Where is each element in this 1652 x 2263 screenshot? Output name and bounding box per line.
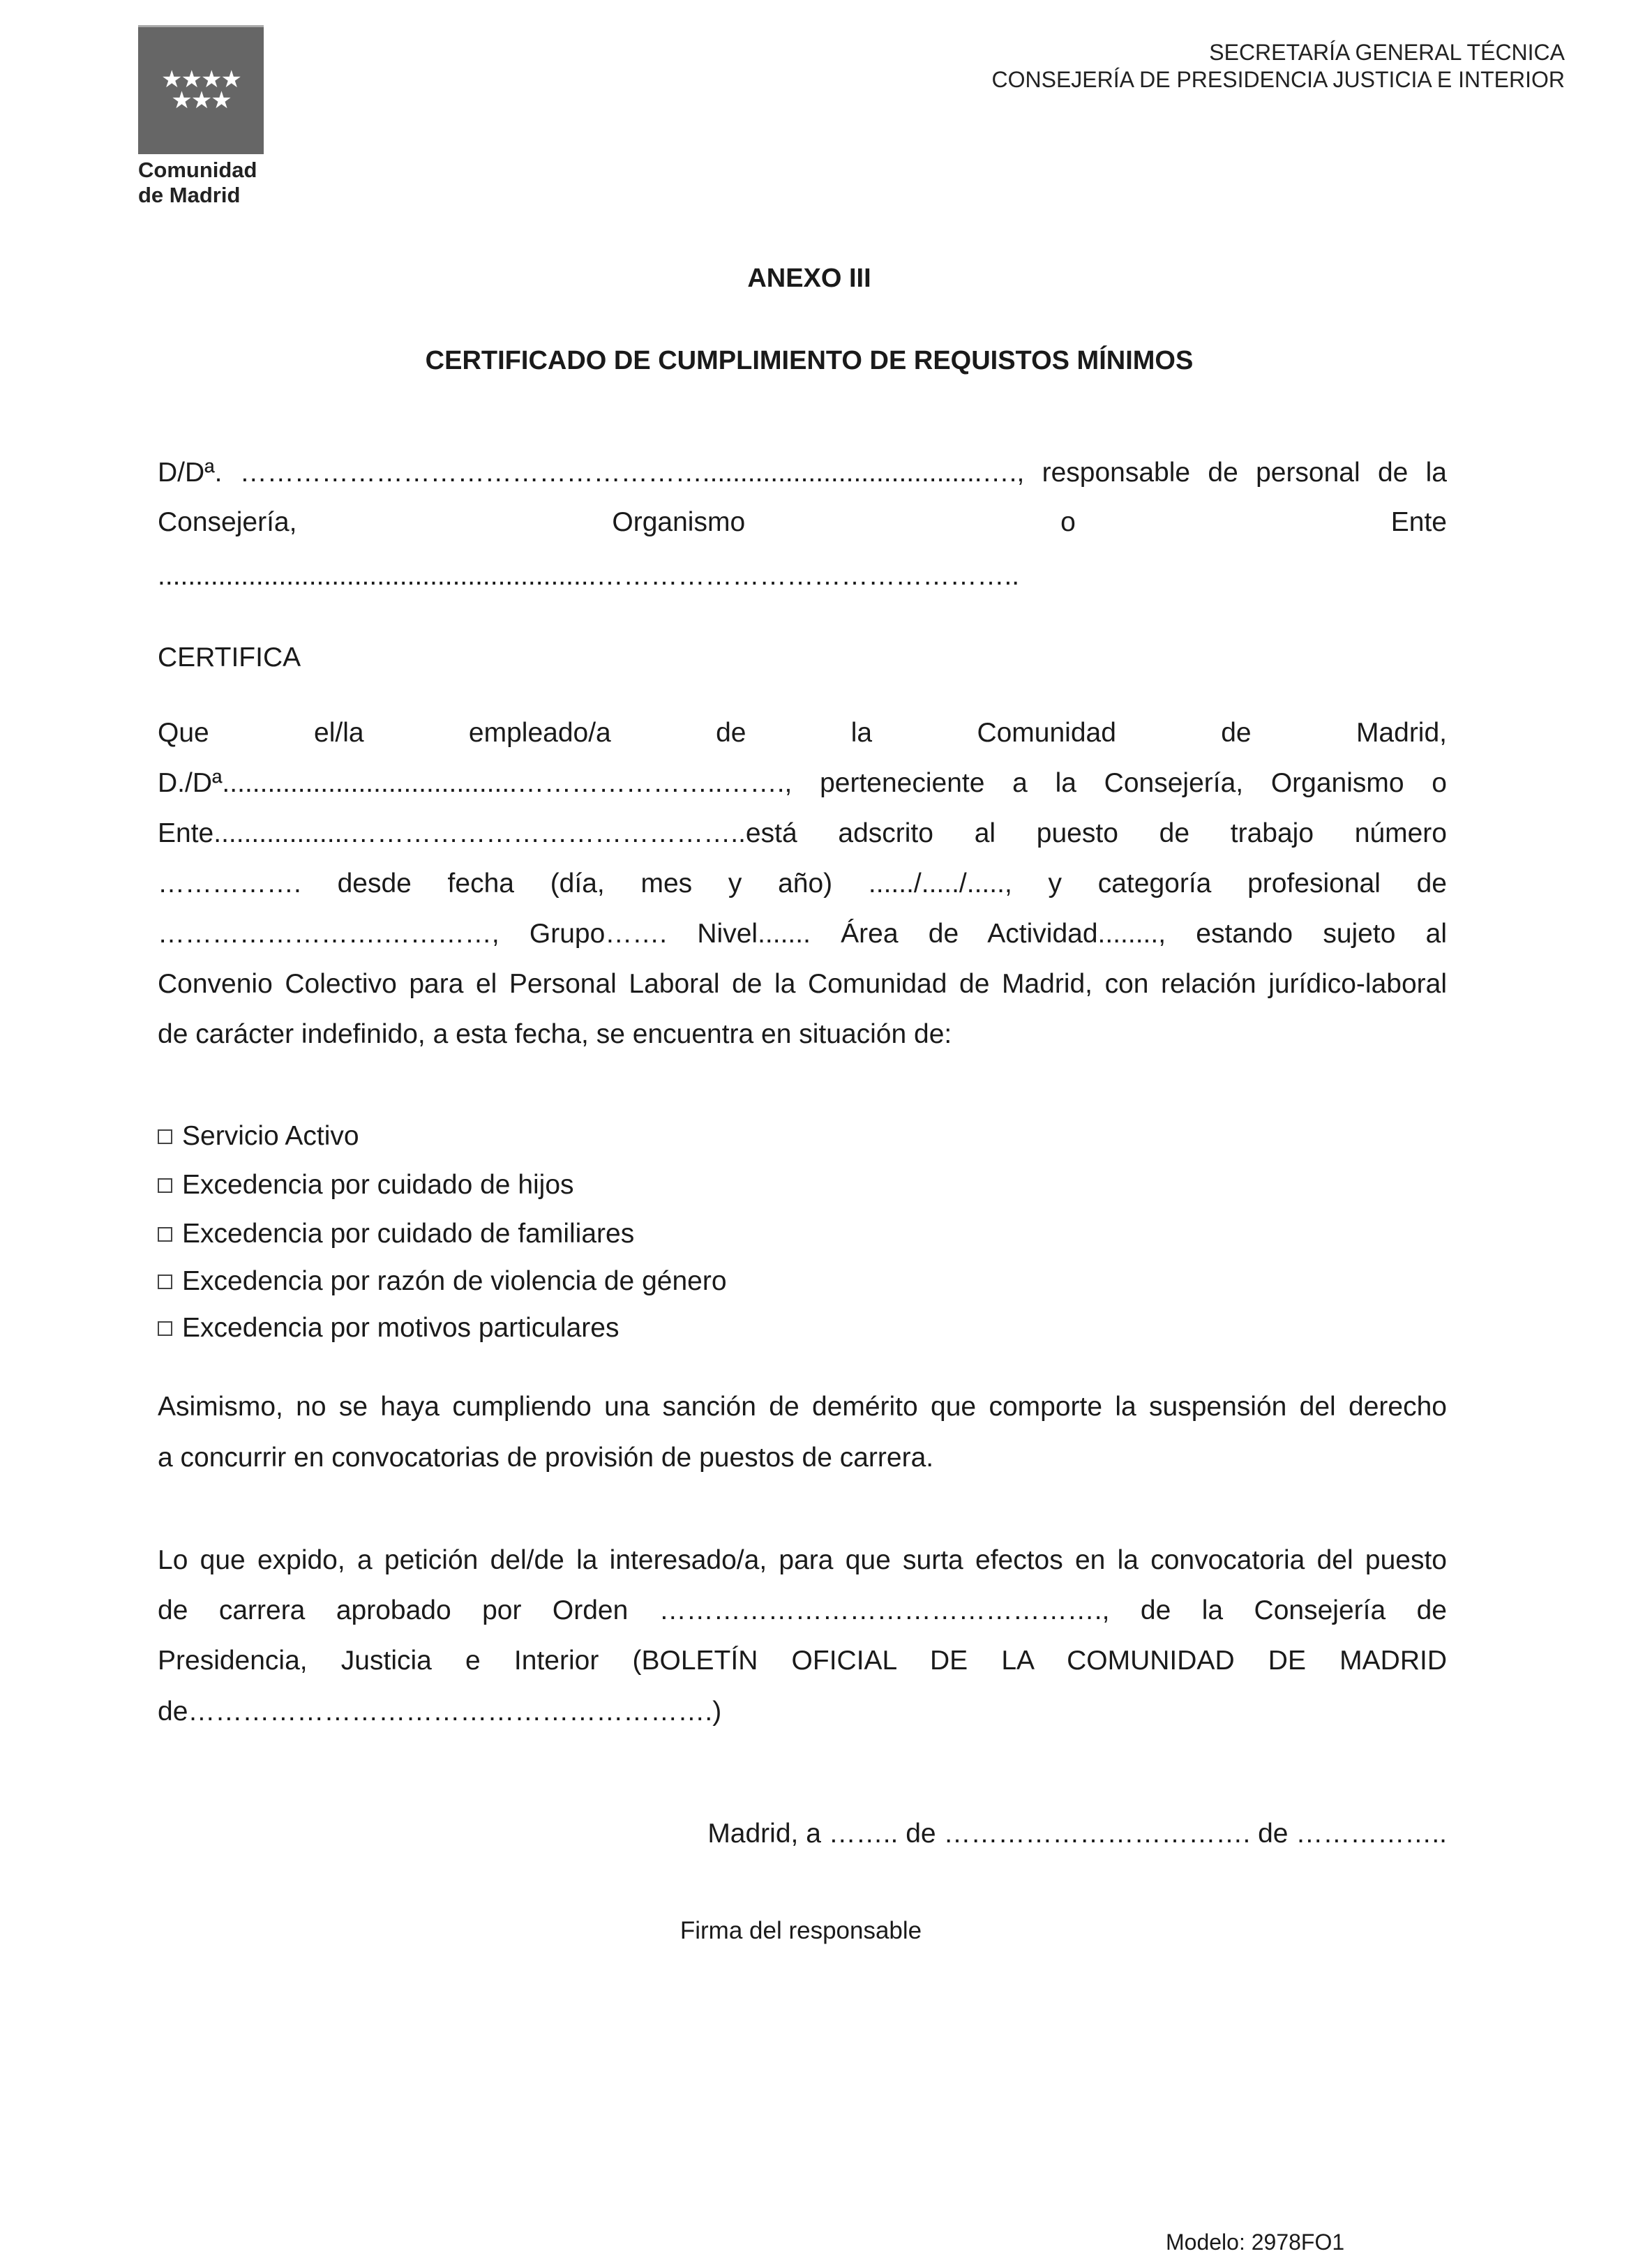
body-line: Convenio Colectivo para el Personal Laboral de la Comunidad de Madrid, con relación jurídico-laboral — [158, 969, 1447, 999]
expido-line: Presidencia, Justicia e Interior (BOLETÍN OFICIAL DE LA COMUNIDAD DE MADRID — [158, 1646, 1447, 1676]
expido-line: de carrera aprobado por Orden …………………………………………., de la Consejería de — [158, 1595, 1447, 1625]
intro-line: ..........................................................……………………………………….. — [158, 561, 1020, 591]
expido-line: Lo que expido, a petición del/de la interesado/a, para que surta efectos en la convocatoria del puesto — [158, 1545, 1447, 1575]
body-line: ……………. desde fecha (día, mes y año) ....../...../....., y categoría profesional de — [158, 869, 1447, 899]
logo-line-2: de Madrid — [138, 183, 241, 207]
intro-line: Consejería, Organismo o Ente — [158, 507, 1447, 537]
asimismo-line: a concurrir en convocatorias de provisión de puestos de carrera. — [158, 1443, 934, 1473]
option-familiares[interactable] — [158, 1219, 1447, 1249]
header-department — [992, 39, 1565, 93]
intro-line: D/Dª. …………………………………………….....................................…., responsable de personal de la — [158, 458, 1447, 488]
option-violencia-genero[interactable] — [158, 1266, 1447, 1297]
checkbox[interactable] — [158, 1227, 172, 1242]
signature-label: Firma del responsable — [679, 1917, 922, 1944]
expido-line: de………………………………………………….) — [158, 1697, 722, 1727]
option-motivos-particulares[interactable] — [158, 1313, 1447, 1344]
header-line-1: SECRETARÍA GENERAL TÉCNICA — [1209, 40, 1565, 65]
logo-line-1: Comunidad — [138, 158, 257, 182]
logo-text — [138, 158, 257, 208]
option-servicio-activo[interactable] — [158, 1121, 1447, 1152]
certifica-label: CERTIFICA — [158, 642, 301, 672]
option-label: Excedencia por motivos particulares — [182, 1313, 620, 1343]
checkbox[interactable] — [158, 1275, 172, 1289]
body-line: de carácter indefinido, a esta fecha, se encuentra en situación de: — [158, 1019, 952, 1049]
asimismo-line: Asimismo, no se haya cumpliendo una sanción de demérito que comporte la suspensión del derecho — [158, 1392, 1447, 1422]
stars-icon: ★★★★ ★★★ — [161, 66, 241, 114]
document-title: CERTIFICADO DE CUMPLIMIENTO DE REQUISTOS MÍNIMOS — [425, 346, 1194, 375]
checkbox[interactable] — [158, 1129, 172, 1144]
body-line: Que el/la empleado/a de la Comunidad de Madrid, — [158, 718, 1447, 748]
option-label: Excedencia por cuidado de hijos — [182, 1170, 574, 1200]
model-number: Modelo: 2978FO1 — [1166, 2230, 1345, 2255]
body-line: …………………….…………, Grupo……. Nivel....... Área de Actividad........, estando sujeto al — [158, 919, 1447, 949]
option-label: Excedencia por cuidado de familiares — [182, 1219, 635, 1249]
header-line-2: CONSEJERÍA DE PRESIDENCIA JUSTICIA E INTERIOR — [991, 67, 1565, 92]
option-hijos[interactable] — [158, 1170, 1447, 1201]
comunidad-de-madrid-logo — [138, 25, 264, 154]
place-date-line: Madrid, a …….. de ……………………………. de …………….. — [707, 1819, 1447, 1849]
body-line: Ente..................……………………………………..está adscrito al puesto de trabajo número — [158, 818, 1447, 848]
annex-heading: ANEXO III — [747, 264, 871, 293]
option-label: Servicio Activo — [182, 1121, 359, 1151]
option-label: Excedencia por razón de violencia de género — [182, 1266, 727, 1296]
body-line: D./Dª.......................................…………………..……., perteneciente a la Consejería, Organismo o — [158, 768, 1447, 798]
checkbox[interactable] — [158, 1178, 172, 1193]
checkbox[interactable] — [158, 1321, 172, 1336]
